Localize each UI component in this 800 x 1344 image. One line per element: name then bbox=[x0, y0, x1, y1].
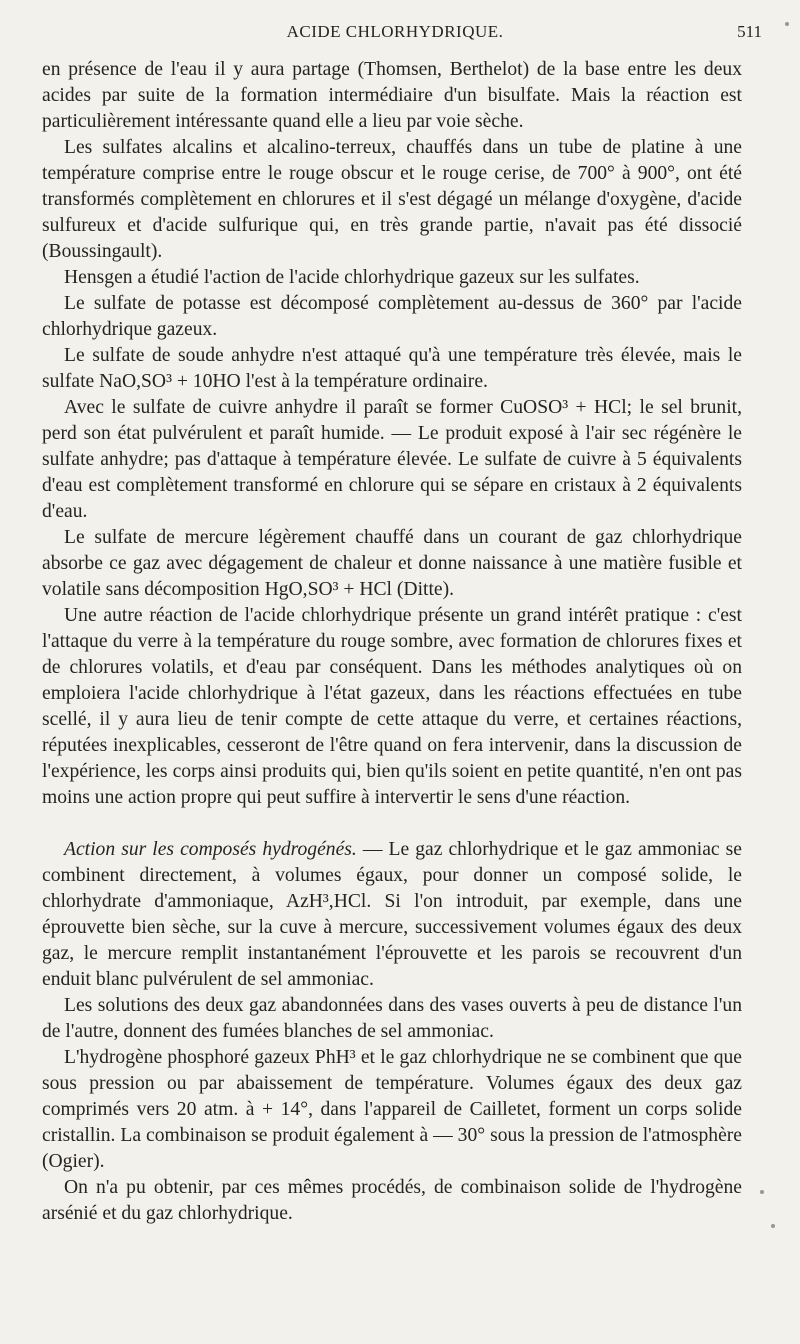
paragraph-sulfates-alcalins: Les sulfates alcalins et alcalino-terreux, chauffés dans un tube de platine à une température comprise entre le rouge obscur et le rouge cerise, de 700° à 900°, ont été transformés complètement en chlorures et il s'est dégagé un mélange d'oxygène, d'acide sulfureux et d'acide sulfurique qui, en très grande partie, n'avait pas été dissocié (Boussingault). bbox=[42, 137, 742, 262]
paper-speck-right bbox=[760, 1190, 764, 1194]
paragraph-sulfate-potasse: Le sulfate de potasse est décomposé complètement au-dessus de 360° par l'acide chlorhydrique gazeux. bbox=[42, 293, 742, 340]
paragraph-continuation: en présence de l'eau il y aura partage (Thomsen, Berthelot) de la base entre les deux acides par suite de la formation intermédiaire d'un bisulfate. Mais la réaction est particulièrement intéressante quand elle a lieu par voie sèche. bbox=[42, 59, 742, 132]
paragraph-sulfate-cuivre: Avec le sulfate de cuivre anhydre il paraît se former CuOSO³ + HCl; le sel brunit, perd son état pulvérulent et paraît humide. — Le produit exposé à l'air sec régénère le sulfate anhydre; pas d'attaque à température élevée. Le sulfate de cuivre à 5 équivalents d'eau est complètement transformé en chlorure qui se sépare en cristaux à 2 équivalents d'eau. bbox=[42, 397, 742, 522]
paragraph-hydrogene-arsenie: On n'a pu obtenir, par ces mêmes procédés, de combinaison solide de l'hydrogène arsénié et du gaz chlorhydrique. bbox=[42, 1177, 742, 1224]
paper-speck-top bbox=[785, 22, 789, 26]
paragraph-composes-hydrogenes bbox=[42, 837, 742, 993]
paragraph-attaque-verre: Une autre réaction de l'acide chlorhydrique présente un grand intérêt pratique : c'est l'attaque du verre à la température du rouge sombre, avec formation de chlorures fixes et de chlorures volatils, et d'eau par conséquent. Dans les méthodes analytiques où on emploiera l'acide chlorhydrique à l'état gazeux, dans les réactions effectuées en tube scellé, il y aura lieu de tenir compte de cette attaque du verre, et certaines réactions, réputées inexplicables, cesseront de l'être quand on fera intervenir, dans la discussion de l'expérience, les corps ainsi produits qui, bien qu'ils soient en petite quantité, n'en ont pas moins une action propre qui peut suffire à intervertir le sens d'une réaction. bbox=[42, 605, 742, 808]
section-heading: Action sur les composés hydrogénés. bbox=[64, 839, 357, 860]
section-heading-text: — Le gaz chlorhydrique et le gaz ammoniac se combinent directement, à volumes égaux, pour donner un composé solide, le chlorhydrate d'ammoniaque, AzH³,HCl. Si l'on introduit, par exemple, dans une éprouvette bien sèche, sur la cuve à mercure, successivement volumes égaux des deux gaz, le mercure remplit instantanément l'éprouvette et les parois se recouvrent d'un enduit blanc pulvérulent de sel ammoniac. bbox=[42, 839, 742, 990]
paragraph-sulfate-soude: Le sulfate de soude anhydre n'est attaqué qu'à une température très élevée, mais le sulfate NaO,SO³ + 10HO l'est à la température ordinaire. bbox=[42, 345, 742, 392]
body-text bbox=[42, 57, 742, 1227]
paragraph-sulfate-mercure: Le sulfate de mercure légèrement chauffé dans un courant de gaz chlorhydrique absorbe ce gaz avec dégagement de chaleur et donne naissance à une matière fusible et volatile sans décomposition HgO,SO³ + HCl (Ditte). bbox=[42, 527, 742, 600]
paragraph-hydrogene-phosphore: L'hydrogène phosphoré gazeux PhH³ et le gaz chlorhydrique ne se combinent que que sous pression ou par abaissement de température. Volumes égaux des deux gaz comprimés vers 20 atm. à + 14°, dans l'appareil de Cailletet, forment un corps solide cristallin. La combinaison se produit également à — 30° sous la pression de l'atmosphère (Ogier). bbox=[42, 1047, 742, 1172]
paragraph-solutions-gaz: Les solutions des deux gaz abandonnées dans des vases ouverts à peu de distance l'un de l'autre, donnent des fumées blanches de sel ammoniac. bbox=[42, 995, 742, 1042]
paragraph-hensgen: Hensgen a étudié l'action de l'acide chlorhydrique gazeux sur les sulfates. bbox=[64, 267, 640, 288]
running-title: ACIDE CHLORHYDRIQUE. bbox=[286, 22, 504, 41]
page-number: 511 bbox=[737, 22, 762, 41]
paper-speck-bottom bbox=[771, 1224, 775, 1228]
page-header bbox=[0, 22, 800, 48]
